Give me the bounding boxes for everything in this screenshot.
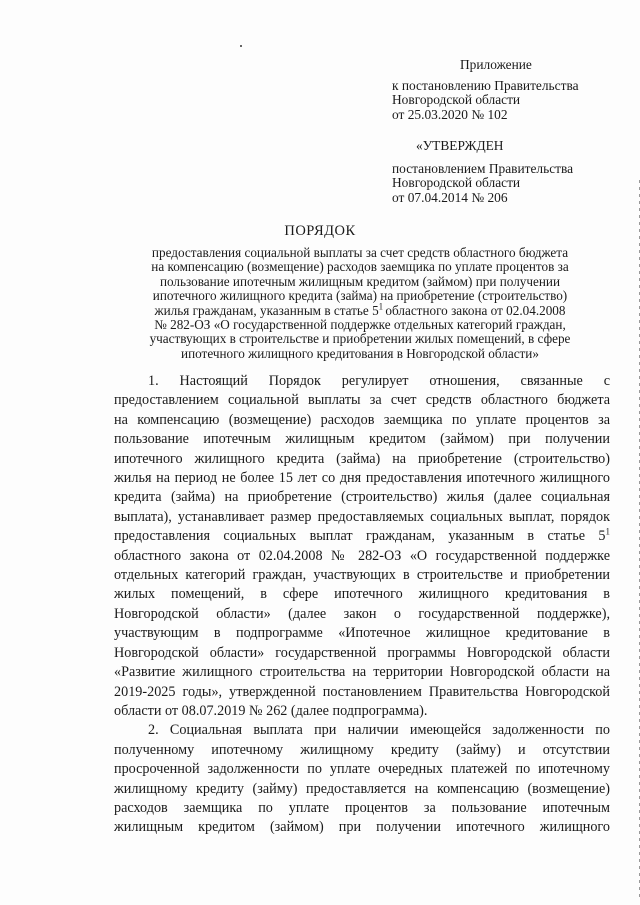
body-line: жилых помещений, в сфере ипотечного жилищного кредитования в: [114, 586, 610, 603]
subtitle-line: на компенсацию (возмещение) расходов заемщика по уплате процентов за: [151, 259, 569, 275]
subtitle-line: № 282-ОЗ «О государственной поддержке отдельных категорий граждан,: [154, 317, 566, 333]
body-line: предоставлением социальной выплаты за счет средств областного бюджета: [114, 392, 610, 409]
body-line: жилищным кредитом (займом) при получении ипотечного жилищного: [114, 819, 610, 836]
approval-line: постановлением Правительства: [392, 161, 574, 177]
appendix-line: к постановлению Правительства: [392, 78, 579, 94]
body-line: жилищному кредиту (займу) предоставляется на компенсацию (возмещение): [114, 780, 610, 797]
body-line: пользование ипотечным жилищным кредитом (займом) при получении: [114, 431, 610, 448]
subtitle-text: жилья гражданам, указанным в статье 5: [154, 302, 379, 318]
paragraph-2: [114, 721, 610, 837]
body-line: полученному ипотечному жилищному кредиту (займу) и отсутствии: [114, 741, 610, 758]
appendix-line: Новгородской области: [392, 92, 521, 108]
body-line: расходов заемщика по уплате процентов за пользование ипотечным: [114, 799, 610, 816]
body-line: области от 08.07.2019 № 262 (далее подпрограмма).: [114, 702, 428, 719]
body-line: выплата), устанавливает размер предоставляемых социальных выплат, порядок: [114, 508, 610, 525]
subtitle-line: предоставления социальной выплаты за счет средств областного бюджета: [151, 245, 569, 260]
approval-heading: «УТВЕРЖДЕН: [416, 138, 504, 153]
body-line: [114, 527, 610, 546]
superscript: 1: [378, 301, 386, 312]
subtitle-line: ипотечного жилищного кредитования в Новгородской области»: [181, 345, 539, 361]
paragraph-1: [114, 372, 610, 721]
approval-line: Новгородской области: [392, 175, 521, 191]
body-line: отдельных категорий граждан, участвующих в строительстве и приобретении: [114, 567, 610, 584]
appendix-block: [392, 58, 632, 122]
document-title: ПОРЯДОК: [284, 223, 356, 239]
body-line: Новгородской области» (далее закон о государственной поддержке),: [114, 605, 610, 622]
document-subtitle: [100, 246, 620, 361]
approval-block: [392, 139, 632, 205]
body-line: «Развитие жилищного строительства на территории Новгородской области на: [114, 664, 610, 681]
body-text: предоставления социальных выплат гражданам, указанным в статье 5: [114, 528, 606, 545]
body-line: 2. Социальная выплата при наличии имеющейся задолженности по: [148, 722, 610, 739]
subtitle-line: [100, 301, 620, 318]
body-line: жилья на период не более 15 лет со дня предоставления ипотечного жилищного: [114, 470, 610, 487]
body-line: просроченной задолженности по уплате очередных платежей по ипотечному: [114, 761, 610, 778]
approval-line: от 07.04.2014 № 206: [392, 189, 508, 205]
body-line: 1. Настоящий Порядок регулирует отношения, связанные с: [148, 373, 610, 389]
subtitle-text: областного закона от 02.04.2008: [385, 302, 566, 318]
subtitle-line: пользование ипотечным жилищным кредитом (займом) при получении: [159, 273, 561, 289]
appendix-line: от 25.03.2020 № 102: [392, 106, 508, 122]
body-line: кредита (займа) на приобретение (строительство) жилья (далее социальная: [114, 489, 610, 506]
appendix-heading: Приложение: [460, 57, 532, 72]
body-line: ипотечного жилищного кредита (займа) на приобретение (строительство): [114, 450, 610, 467]
subtitle-line: ипотечного жилищного кредита (займа) на приобретение (строительство): [152, 288, 568, 304]
body-line: Новгородской области» государственной программы Новгородской области: [114, 644, 610, 661]
scan-speck: [240, 45, 242, 47]
superscript: 1: [605, 526, 610, 537]
document-body: [114, 372, 610, 838]
body-line: участвующим в подпрограмме «Ипотечное жилищное кредитование в: [114, 625, 610, 642]
body-line: 2019-2025 годы», утвержденной постановлением Правительства Новгородской: [114, 683, 610, 700]
body-line: на компенсацию (возмещение) расходов заемщика по уплате процентов за: [114, 411, 610, 428]
body-line: областного закона от 02.04.2008 № 282-ОЗ «О государственной поддержке: [114, 547, 610, 564]
subtitle-line: участвующих в строительстве и приобретении жилых помещений, в сфере: [149, 331, 571, 347]
